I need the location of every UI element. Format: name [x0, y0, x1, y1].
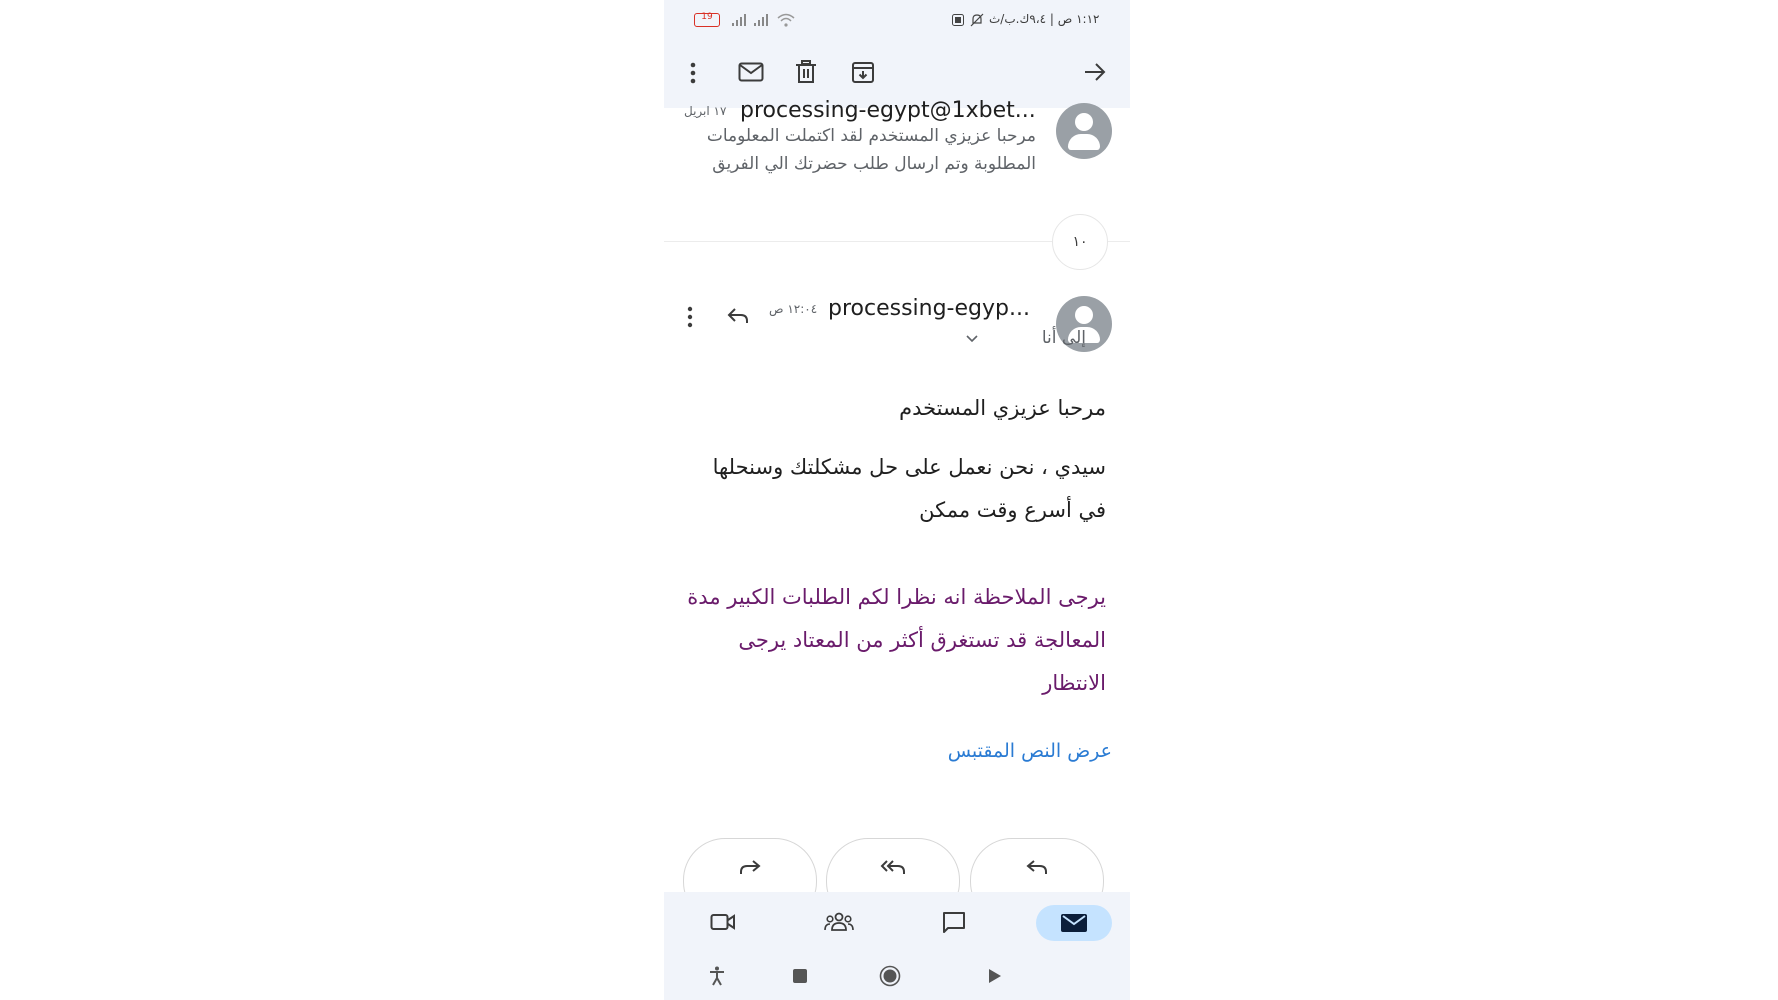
status-bar [664, 0, 1130, 40]
wifi-icon [777, 13, 795, 27]
message-date: ١٧ ابريل [684, 104, 727, 118]
more-vert-icon[interactable] [685, 306, 695, 328]
message-snippet: مرحبا عزيزي المستخدم لقد اكتملت المعلومات المطلوبة وتم ارسال طلب حضرتك الي الفريق [706, 126, 1036, 174]
accessibility-icon[interactable] [709, 966, 725, 986]
message-paragraph: سيدي ، نحن نعمل على حل مشكلتك وسنحلها في أسرع وقت ممكن [712, 455, 1106, 522]
status-time: ١:١٢ ص | ٩،٤ك.ب/ث [989, 12, 1100, 26]
mail-icon[interactable] [1061, 914, 1087, 932]
signal-icon [732, 14, 748, 26]
more-vert-icon[interactable] [688, 61, 698, 85]
chat-icon[interactable] [942, 911, 966, 935]
phone-screen [664, 0, 1130, 1000]
sender-name: processing-egypt@1xbet... [740, 98, 1036, 123]
sender-name: processing-egyp... [828, 296, 1030, 321]
home-icon[interactable] [879, 965, 901, 987]
arrow-right-icon[interactable] [1084, 62, 1106, 82]
forward-icon [739, 859, 761, 875]
play-icon[interactable] [988, 968, 1002, 984]
collapsed-message[interactable] [664, 98, 1130, 188]
message-greeting: مرحبا عزيزي المستخدم [899, 396, 1106, 420]
people-icon[interactable] [824, 912, 854, 932]
recipient-label: إلى أنا [1041, 328, 1086, 348]
reply-all-icon [880, 859, 906, 875]
signal-icon [754, 14, 770, 26]
reply-icon [1026, 859, 1048, 875]
hidden-messages-count[interactable]: ١٠ [1052, 214, 1108, 270]
recipient-row[interactable] [966, 328, 1086, 354]
video-icon[interactable] [710, 912, 736, 932]
chevron-down-icon [966, 335, 978, 343]
mail-icon[interactable] [738, 62, 764, 82]
trash-icon[interactable] [795, 60, 817, 84]
avatar [1056, 103, 1112, 159]
reply-icon[interactable] [727, 307, 749, 325]
battery-icon [694, 13, 720, 27]
notification-icon [952, 14, 964, 26]
stop-icon[interactable] [793, 969, 807, 983]
message-time: ١٢:٠٤ ص [769, 302, 818, 316]
battery-level: 19 [701, 12, 713, 22]
message-note: يرجى الملاحظة انه نظرا لكم الطلبات الكبير مدة المعالجة قد تستغرق أكثر من المعتاد يرجى الانتظار [687, 585, 1106, 695]
bell-off-icon [970, 13, 984, 27]
archive-icon[interactable] [851, 60, 875, 84]
show-quoted-text-link[interactable]: عرض النص المقتبس [947, 740, 1112, 762]
